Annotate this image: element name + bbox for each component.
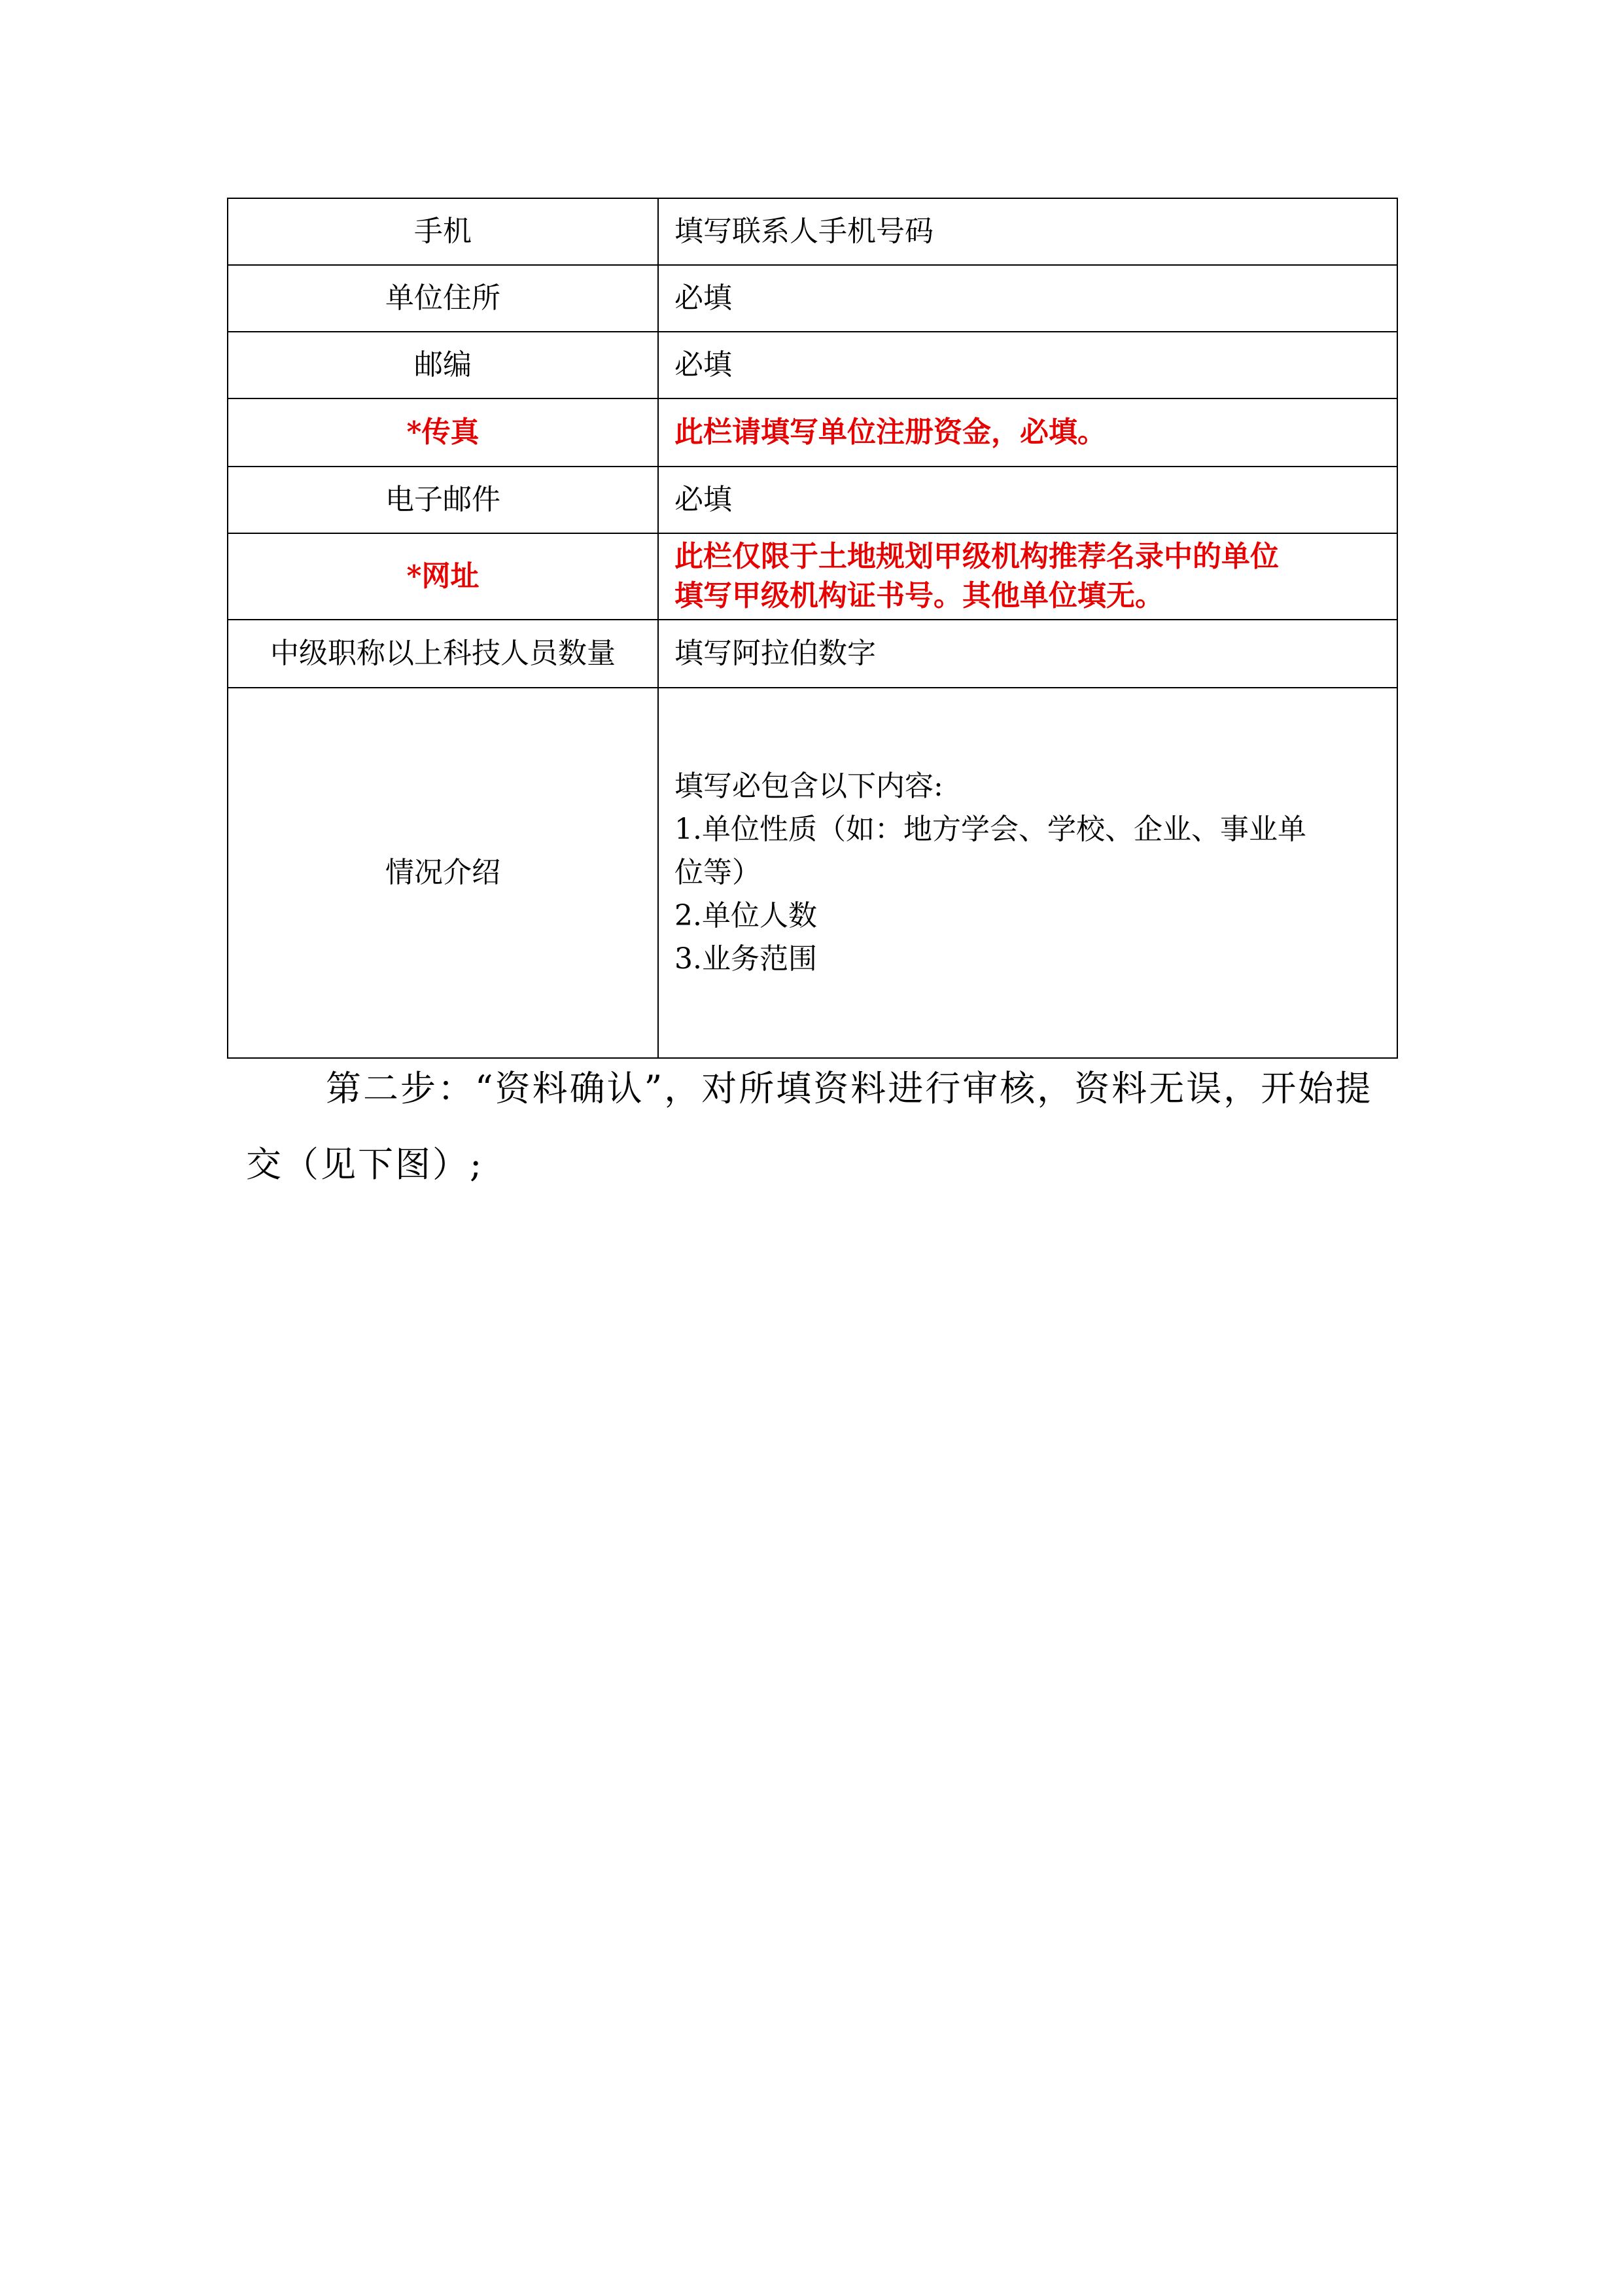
table-row-staff-count [228,620,1397,688]
table-row-email [228,467,1397,533]
intro-item-2: 2.单位人数 [674,899,817,932]
table-row-website [228,533,1397,620]
table-row-mobile [228,198,1397,265]
label-website [228,533,658,620]
label-introduction: 情况介绍 [228,688,658,1058]
value-website [658,533,1397,620]
label-email: 电子邮件 [228,467,658,533]
table-row-fax [228,398,1397,467]
label-fax-text: 传真 [421,415,480,450]
label-website-text: 网址 [421,559,480,593]
required-mark: * [406,415,422,450]
value-website-line1: 此栏仅限于土地规划甲级机构推荐名录中的单位 [674,540,1279,573]
table-row-address [228,265,1397,332]
table-row-postcode [228,332,1397,398]
value-staff-count: 填写阿拉伯数字 [658,620,1397,688]
required-mark: * [406,559,422,593]
intro-heading: 填写必包含以下内容: [674,769,943,803]
registration-form-table [227,198,1398,1059]
label-mobile: 手机 [228,198,658,265]
label-fax [228,398,658,467]
label-postcode: 邮编 [228,332,658,398]
intro-item-1-line1: 1.单位性质（如：地方学会、学校、企业、事业单 [674,813,1306,846]
table-row-introduction [228,688,1397,1058]
value-address: 必填 [658,265,1397,332]
value-email: 必填 [658,467,1397,533]
value-postcode: 必填 [658,332,1397,398]
intro-item-1-line2: 位等） [674,856,761,889]
intro-item-3: 3.业务范围 [674,942,817,976]
step-two-paragraph-line2: 交（见下图）; [246,1144,484,1185]
value-mobile: 填写联系人手机号码 [658,198,1397,265]
value-fax: 此栏请填写单位注册资金，必填。 [658,398,1397,467]
label-address: 单位住所 [228,265,658,332]
label-staff-count: 中级职称以上科技人员数量 [228,620,658,688]
value-website-line2: 填写甲级机构证书号。其他单位填无。 [674,579,1164,612]
step-two-paragraph-line1: 第二步：“资料确认”，对所填资料进行审核，资料无误，开始提 [326,1068,1373,1109]
value-introduction [658,688,1397,1058]
